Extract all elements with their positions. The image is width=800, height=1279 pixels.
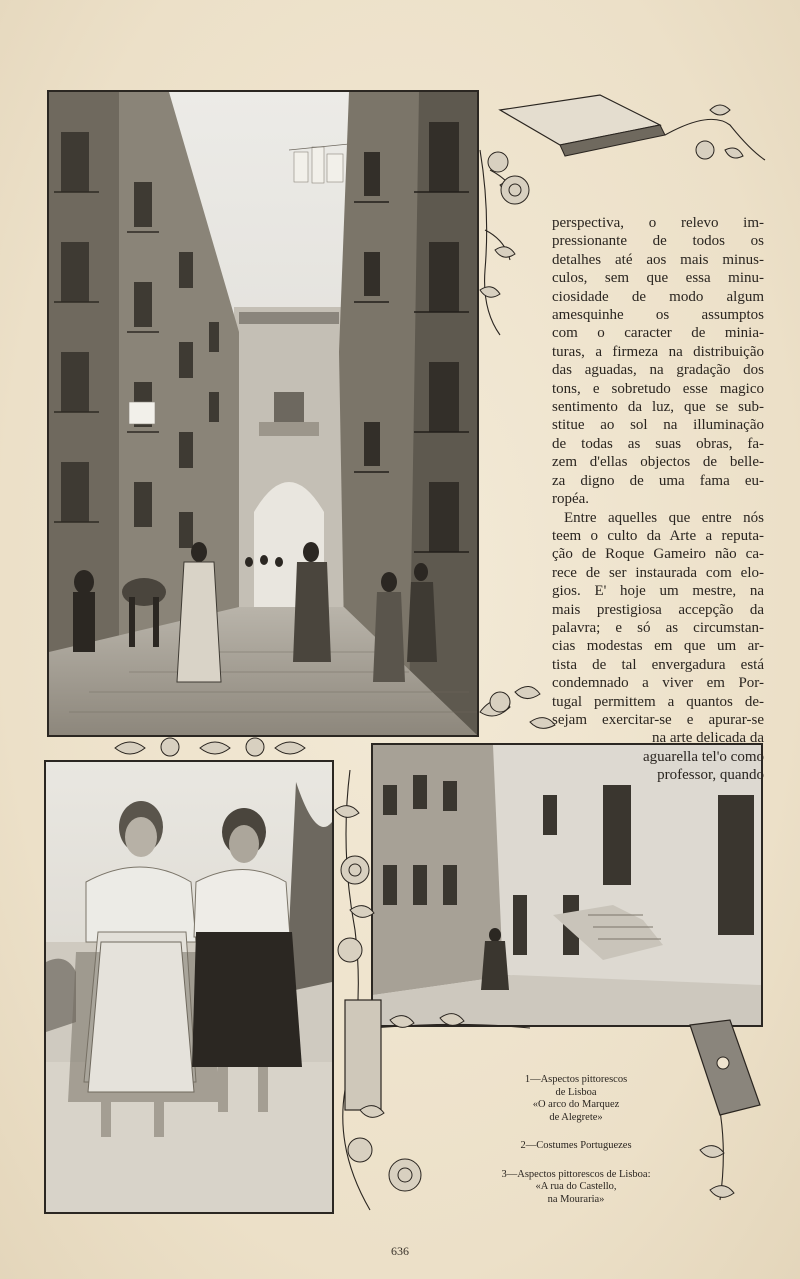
article-line: das aguadas, na gradação dos	[552, 362, 764, 379]
caption-line: 2—Costumes Portuguezes	[520, 1140, 632, 1151]
caption-line: de Alegrete»	[549, 1111, 603, 1123]
article-line: pressionante de todos os	[552, 233, 764, 250]
article-text	[552, 214, 764, 785]
floral-ornament-strip	[110, 734, 310, 760]
article-line: tista de tal envergadura está	[552, 656, 764, 673]
article-line: sejam exercitar-se e apurar-se	[552, 711, 764, 728]
article-line: ropéa.	[552, 491, 590, 508]
article-line: za digno de uma fama eu-	[552, 472, 764, 489]
caption-line: de Lisboa	[555, 1086, 597, 1098]
caption-line: «A rua do Castello,	[535, 1181, 617, 1192]
article-line: ciosidade de modo algum	[552, 288, 764, 305]
article-line: detalhes até aos mais minus-	[552, 251, 764, 268]
photo-captions	[458, 1074, 694, 1222]
caption-line: na Mouraria»	[547, 1193, 605, 1205]
article-line: zem d'ellas objectos de belle-	[552, 454, 764, 471]
caption-line: «O arco do Marquez	[532, 1099, 620, 1110]
article-line: palavra; e só as circumstan-	[552, 619, 764, 636]
caption-3	[458, 1169, 694, 1207]
photo-costumes-portuguezes	[44, 760, 334, 1214]
article-line: condemnado a viver em Por-	[552, 675, 764, 692]
article-line: cias modestas em que um ar-	[552, 638, 764, 655]
article-line: perspectiva, o relevo im-	[552, 215, 764, 231]
caption-1	[458, 1074, 694, 1124]
caption-line: 3—Aspectos pittorescos de Lisboa:	[501, 1168, 651, 1180]
page-number: 636	[391, 1244, 409, 1258]
article-line: na arte delicada da	[651, 730, 764, 747]
article-line: de todas as suas obras, fa-	[552, 435, 764, 452]
article-line: gios. E' hoje um mestre, na	[552, 583, 764, 600]
article-line: Entre aquelles que entre nós	[564, 509, 764, 526]
article-line: sentimento da luz, que se sub-	[552, 399, 764, 416]
article-line: tons, e sobretudo esse magico	[552, 380, 764, 397]
article-line: mais prestigiosa accepção da	[552, 601, 764, 618]
article-line: professor, quando	[657, 767, 764, 784]
article-line: turas, a firmeza na distribuição	[552, 343, 764, 360]
article-line: amesquinhe os assumptos	[552, 307, 764, 324]
caption-line: 1—Aspectos pittorescos	[524, 1074, 628, 1085]
article-line: com o caracter de minia-	[552, 325, 764, 342]
article-line: stitue ao sol na illuminação	[552, 417, 764, 434]
caption-2	[458, 1140, 694, 1153]
photo-arco-do-marquez-de-alegrete	[47, 90, 479, 737]
article-line: tugal permittem a quantos de-	[552, 693, 764, 710]
article-line: ção de Roque Gameiro não ca-	[552, 546, 764, 563]
article-line: culos, sem que essa minu-	[552, 270, 764, 287]
article-line: aguarella tel'o como	[643, 748, 764, 765]
article-line: rece de ser instaurada com elo-	[552, 564, 764, 581]
article-line: teem o culto da Arte a reputa-	[552, 527, 764, 544]
